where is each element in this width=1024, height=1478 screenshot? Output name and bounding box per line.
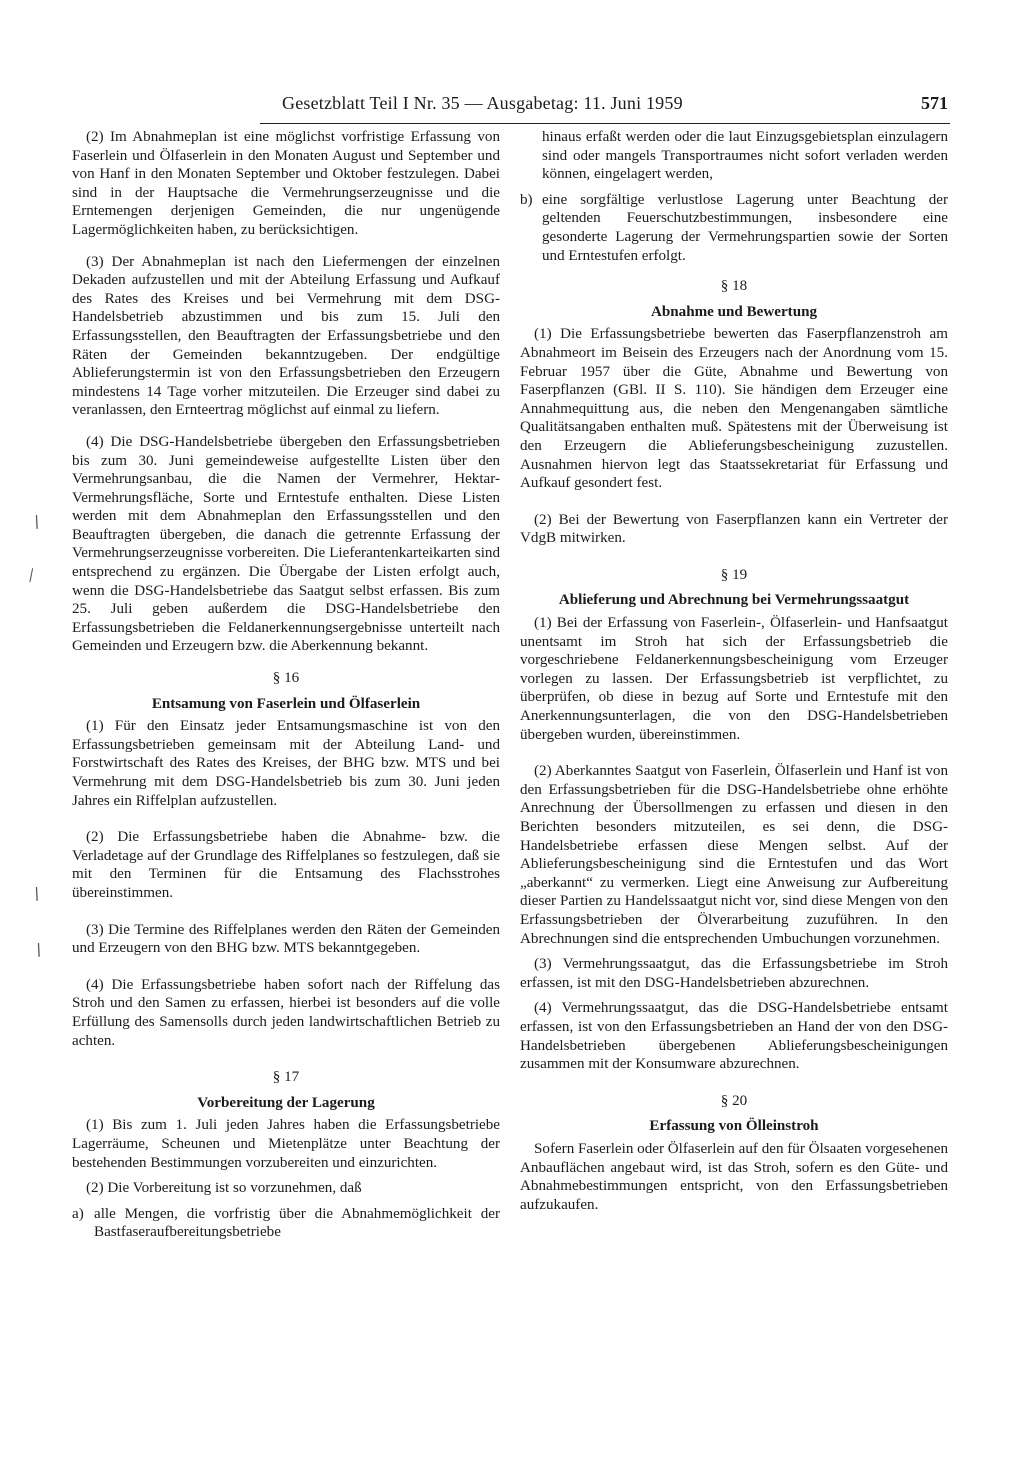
margin-mark: ⁄ [26, 566, 36, 585]
paragraph: (3) Der Abnahmeplan ist nach den Liefermengen der einzelnen Dekaden aufzustellen und mit der Abteilung Erfassung und Aufkauf des Rates des Kreises und bei Vermehrung mit dem DSG-Handelsbetrieb abzustimmen und bis zum 15. Juli den Erfassungsstellen, den Beauftragten der Erfassungsbetriebe und den Räten der Gemeinden bekanntzugeben. Der endgültige Ablieferungstermin ist von den Erfassungsbetrieben den Erzeugern mindestens 14 Tage vorher mitzuteilen. Die Erzeuger sind dabei zu veranlassen, den Ernteertrag möglichst auf einmal zu liefern. [72, 253, 500, 419]
section-number: § 16 [272, 670, 300, 687]
section-number: § 20 [720, 1092, 748, 1109]
list-text: alle Mengen, die vorfristig über die Abnahmemöglichkeit der Bastfaseraufbereitungsbetriebe [94, 1205, 500, 1241]
margin-mark: / [30, 883, 43, 904]
section-title: Abnahme und Bewertung [650, 303, 818, 320]
list-item [72, 1205, 500, 1242]
list-marker: a) [72, 1205, 84, 1222]
left-column [72, 128, 500, 1378]
margin-mark: / [32, 939, 45, 960]
list-text: eine sorgfältige verlustlose Lagerung unter Beachtung der geltenden Feuerschutzbestimmungen, insbesondere eine gesonderte Lagerung der Vermehrungspartien sowie der Sorten und Erntestufen erfolgt. [542, 191, 948, 264]
paragraph: (2) Die Vorbereitung ist so vorzunehmen, daß [86, 1180, 362, 1197]
paragraph: (3) Vermehrungssaatgut, das die Erfassungsbetriebe im Stroh erfassen, ist mit den DSG-Handelsbetrieben abzurechnen. [520, 956, 948, 991]
list-continuation: hinaus erfaßt werden oder die laut Einzugsgebietsplan einzulagern sind oder mangels Transportraumes nicht sofort verladen werden können, eingelagert werden, [542, 129, 948, 183]
paragraph: (2) Bei der Bewertung von Faserpflanzen kann ein Vertreter der VdgB mitwirken. [520, 511, 948, 547]
paragraph: Sofern Faserlein oder Ölfaserlein auf den für Ölsaaten vorgesehenen Anbauflächen angebaut wird, ist das Stroh, sofern es den Güte- und Abnahmebestimmungen entspricht, von den Erfassungsbetrieben aufzukaufen. [520, 1140, 948, 1213]
section-title: Entsamung von Faserlein und Ölfaserlein [151, 695, 421, 712]
paragraph: (1) Die Erfassungsbetriebe bewerten das Faserpflanzenstroh am Abnahmeort im Beisein des Erzeugers nach der Anordnung vom 15. Februar 1957 über die Güte, Abnahme und Bewertung von Faserpflanzen (GBl. II S. 110). Sie händigen dem Erzeuger eine Annahmequittung aus, die neben den Mengenangaben sämtliche Qualitätsangaben enthalten muß. Spätestens mit der Überweisung ist den Erzeugern die Ablieferungsbescheinigung zuzustellen. Ausnahmen hiervon legt das Staatssekretariat für Erfassung und Aufkauf gesondert fest. [520, 326, 948, 492]
section-title: Vorbereitung der Lagerung [197, 1094, 375, 1111]
list-item [520, 191, 948, 265]
section-number: § 17 [272, 1069, 300, 1086]
page-header [260, 93, 950, 124]
paragraph: (3) Die Termine des Riffelplanes werden den Räten der Gemeinden und Erzeugern von den BHG bzw. MTS bekanntgegeben. [72, 921, 500, 957]
paragraph: (2) Aberkanntes Saatgut von Faserlein, Ölfaserlein und Hanf ist von den Erfassungsbetrieben für die DSG-Handelsbetriebe ohne erhöhte Anrechnung der Übersollmengen zu erfassen und diesen in den Berichten besonders mitzuteilen, es sei denn, die DSG-Handelsbetriebe erfassen diese Mengen selbst. Auf der Ablieferungsbescheinigung sind die Erntestufen und das Wort „aberkannt“ zu vermerken. Liegt eine Anweisung zur Aufbereitung dieser Partien zu Handelssaatgut nicht vor, sind diese Mengen von den Erfassungsbetrieben der Ölverarbeitung zuzuführen. In den Abrechnungen sind die entsprechenden Umbuchungen vorzunehmen. [520, 763, 948, 947]
paragraph: (1) Bei der Erfassung von Faserlein-, Ölfaserlein- und Hanfsaatgut unentsamt im Stroh hat sich der Erfassungsbetrieb die vorgeschriebene Feldanerkennungsbescheinigung vom Erzeuger vorlegen zu lassen. Der Erfassungsbetrieb ist verpflichtet, zu überprüfen, ob diese in bezug auf Sorte und Erntestufe mit den Anerkennungsunterlagen, die von den DSG-Handelsbetrieben übergeben wurden, übereinstimmen. [520, 615, 948, 743]
section-number: § 18 [720, 278, 748, 295]
paragraph: (1) Bis zum 1. Juli jeden Jahres haben die Erfassungsbetriebe Lagerräume, Scheunen und Mietenplätze unter Beachtung der bestehenden Bestimmungen vorzubereiten und einzurichten. [72, 1117, 500, 1171]
paragraph: (2) Die Erfassungsbetriebe haben die Abnahme- bzw. die Verladetage auf der Grundlage des Riffelplanes so festzulegen, daß sie mit den Terminen für die Entsamung des Flachsstrohes übereinstimmen. [72, 829, 500, 901]
paragraph: (4) Die DSG-Handelsbetriebe übergeben den Erfassungsbetrieben bis zum 30. Juni gemeindeweise aufgestellte Listen über den Vermehrungsanbau, die die Namen der Vermehrer, Hektar-Vermehrungsfläche, Sorte und Erntestufe enthalten. Diese Listen werden mit dem Abnahmeplan den Erfassungsstellen und den Beauftragten übergeben, die danach die getrennte Erfassung der Vermehrungserzeugnisse vorbereiten. Die Lieferantenkarteikarten sind entsprechend zu ergänzen. Die Übergabe der Listen erfolgt auch, wenn die DSG-Handelsbetriebe das Saatgut selbst erfassen. Bis zum 25. Juli geben außerdem die DSG-Handelsbetriebe den Erfassungsbetrieben die Feldanerkennungsergebnisse unterteilt nach Gemeinden und Erzeugern bzw. die Aberkennung bekannt. [72, 433, 500, 655]
section-title: Ablieferung und Abrechnung bei Vermehrungssaatgut [558, 592, 910, 609]
section-title: Erfassung von Ölleinstroh [649, 1118, 819, 1135]
margin-mark: / [30, 511, 43, 532]
right-column [520, 128, 948, 1378]
page-number: 571 [921, 93, 948, 113]
paragraph: (2) Im Abnahmeplan ist eine möglichst vorfristige Erfassung von Faserlein und Ölfaserlein in den Monaten August und September und von Hanf in den Monaten September und Oktober festzulegen. Dabei sind in der Hauptsache die Vermehrungserzeugnisse und die Erntemengen derjenigen Gemeinden, die nur ungenügende Lagermöglichkeiten haben, zu berücksichtigen. [72, 129, 500, 238]
section-number: § 19 [720, 566, 748, 583]
list-marker: b) [520, 191, 533, 208]
header-title: Gesetzblatt Teil I Nr. 35 — Ausgabetag: 11. Juni 1959 [282, 93, 683, 113]
paragraph: (4) Vermehrungssaatgut, das die DSG-Handelsbetriebe entsamt erfassen, ist von den Erfassungsbetrieben an Hand der von den DSG-Handelsbetrieben übergebenen Ablieferungsbescheinigungen zusammen mit der Konsumware abzurechnen. [520, 1000, 948, 1073]
paragraph: (4) Die Erfassungsbetriebe haben sofort nach der Riffelung das Stroh und den Samen zu erfassen, hierbei ist besonders auf die volle Erfüllung des Samensolls durch jeden landwirtschaftlichen Betrieb zu achten. [72, 976, 500, 1049]
paragraph: (1) Für den Einsatz jeder Entsamungsmaschine ist von den Erfassungsbetrieben gemeinsam mit der Abteilung Land- und Forstwirtschaft des Rates des Kreises, der BHG bzw. MTS und bei Vermehrung mit dem DSG-Handelsbetrieb bis zum 30. Juni jeden Jahres ein Riffelplan aufzustellen. [72, 718, 500, 809]
